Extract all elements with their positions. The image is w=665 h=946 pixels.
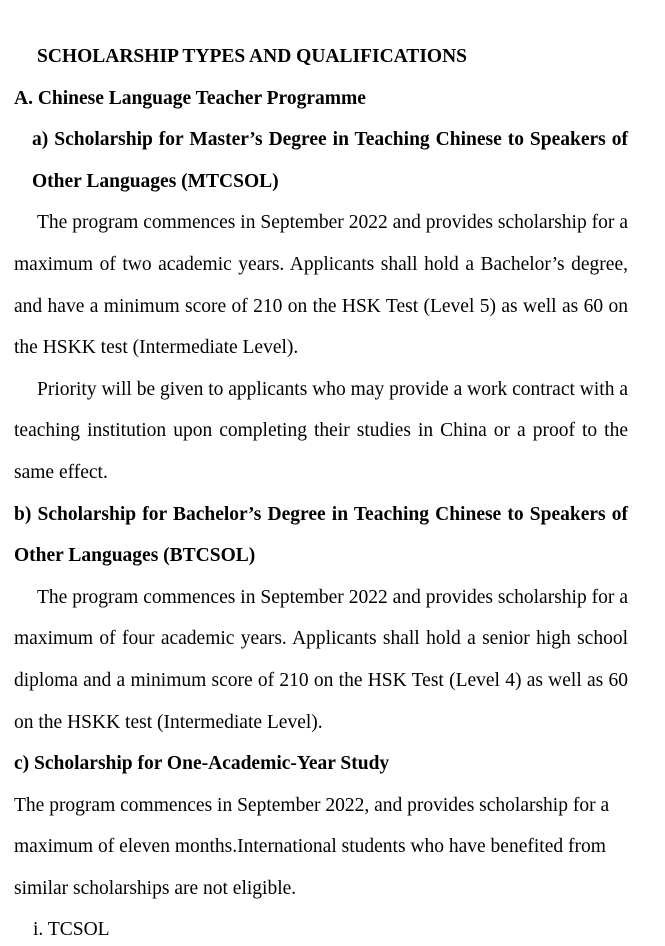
paragraph-priority xyxy=(14,369,628,494)
paragraph-line: and have a minimum score of 210 on the HSK Test (Level 5) as well as 60 on xyxy=(14,295,628,317)
subheading-a xyxy=(32,119,628,202)
paragraph-line: diploma and a minimum score of 210 on the HSK Test (Level 4) as well as 60 xyxy=(14,669,628,691)
subheading-b xyxy=(14,494,628,577)
paragraph-line: the HSKK test (Intermediate Level). xyxy=(14,337,299,359)
paragraph-line: Priority will be given to applicants who may provide a work contract with a xyxy=(37,378,628,400)
paragraph-line: maximum of eleven months.International students who have benefited from xyxy=(14,836,606,858)
paragraph-one-year xyxy=(14,785,628,910)
paragraph-line: maximum of four academic years. Applicants shall hold a senior high school xyxy=(14,628,628,650)
paragraph-mtcsol xyxy=(14,202,628,368)
subheading-b-line-2: Other Languages (BTCSOL) xyxy=(14,545,256,567)
paragraph-line: The program commences in September 2022 and provides scholarship for a xyxy=(37,586,628,608)
subheading-a-line-2: Other Languages (MTCSOL) xyxy=(32,170,279,192)
paragraph-line: maximum of two academic years. Applicants shall hold a Bachelor’s degree, xyxy=(14,253,628,275)
document-title: SCHOLARSHIP TYPES AND QUALIFICATIONS xyxy=(37,46,467,67)
paragraph-line: teaching institution upon completing their studies in China or a proof to the xyxy=(14,420,628,442)
heading-section-a: A. Chinese Language Teacher Programme xyxy=(14,87,366,109)
subheading-b-line-1: b) Scholarship for Bachelor’s Degree in Teaching Chinese to Speakers of xyxy=(14,503,628,525)
paragraph-line: similar scholarships are not eligible. xyxy=(14,877,297,899)
subheading-c: c) Scholarship for One-Academic-Year Study xyxy=(14,753,390,775)
subheading-a-line-1: a) Scholarship for Master’s Degree in Teaching Chinese to Speakers of xyxy=(32,129,628,151)
paragraph-line: same effect. xyxy=(14,461,108,483)
paragraph-btcsol xyxy=(14,577,628,743)
paragraph-line: The program commences in September 2022 and provides scholarship for a xyxy=(37,212,628,234)
paragraph-line: The program commences in September 2022, and provides scholarship for a xyxy=(14,794,610,816)
list-item-tcsol: i. TCSOL xyxy=(33,919,110,941)
paragraph-line: on the HSKK test (Intermediate Level). xyxy=(14,711,323,733)
